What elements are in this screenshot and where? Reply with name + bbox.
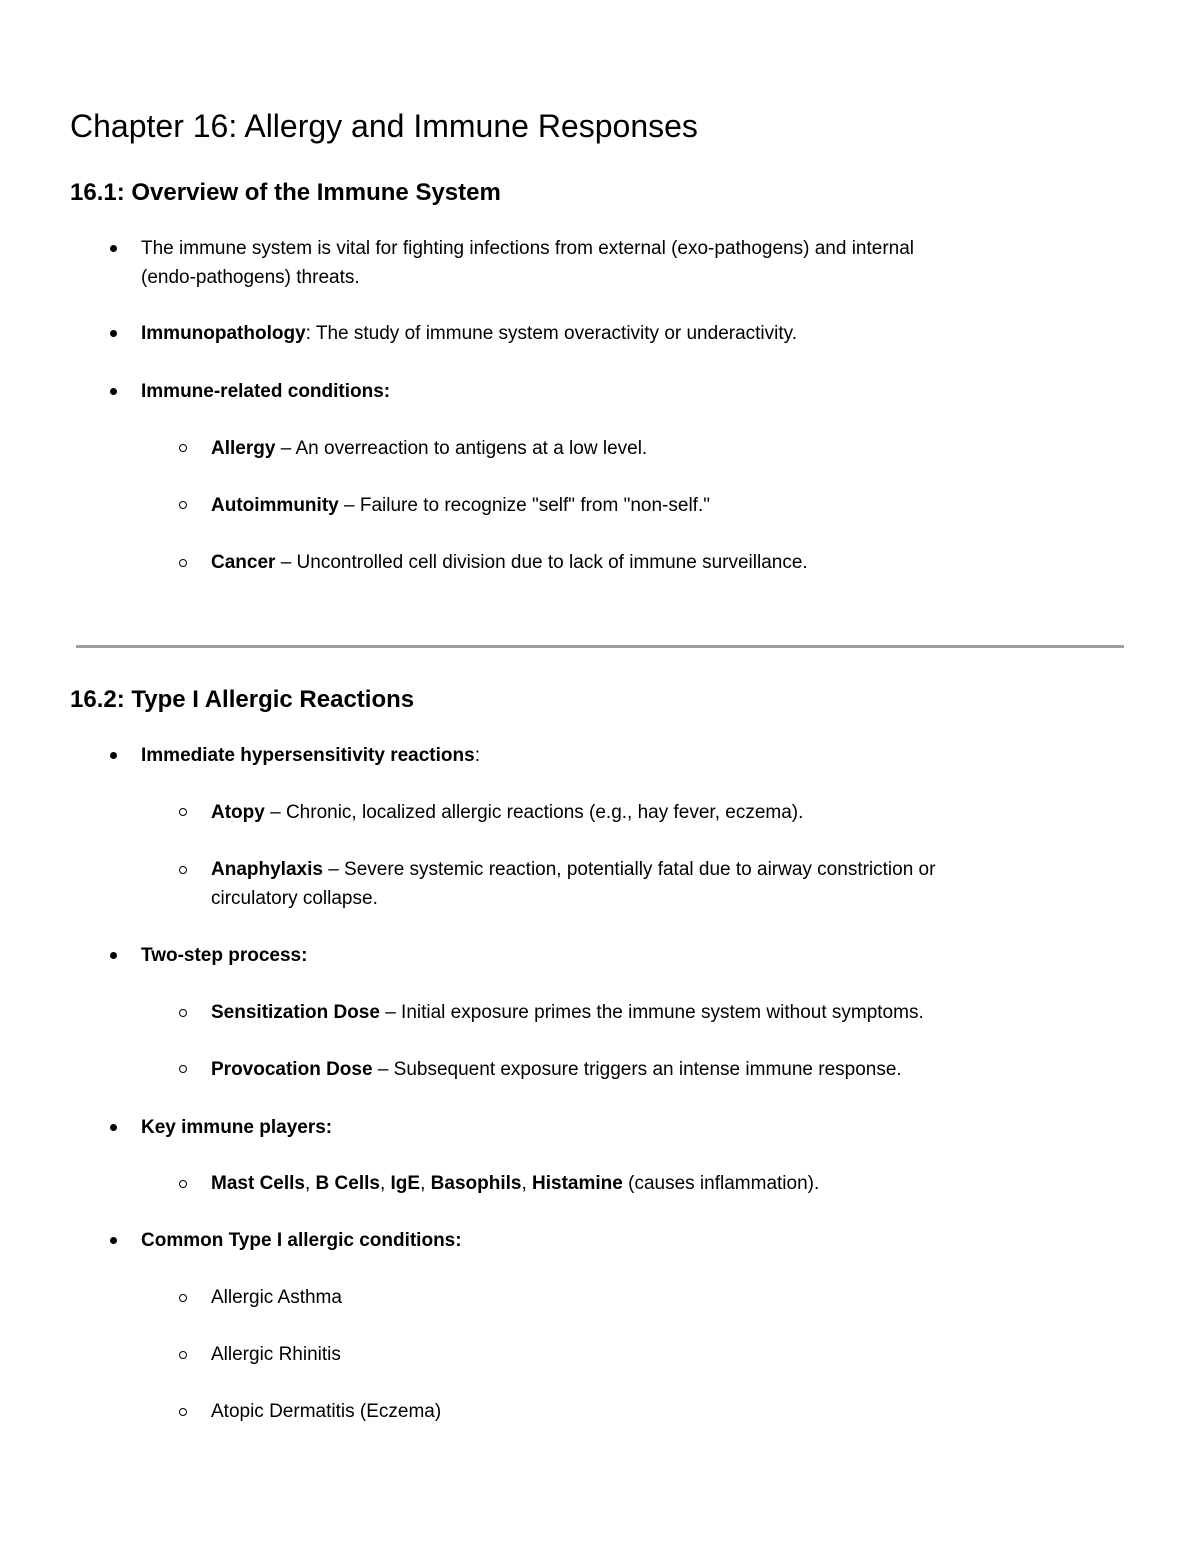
sub-list-item xyxy=(211,1055,902,1084)
separator: , xyxy=(379,1173,391,1194)
bullet-disc-icon xyxy=(110,245,117,252)
bullet-circle-icon xyxy=(179,1009,187,1017)
definition-text: – Severe systemic reaction, potentially fatal due to airway constriction or xyxy=(322,859,936,880)
term-allergy: Allergy xyxy=(211,438,276,459)
list-item xyxy=(141,741,480,770)
separator: , xyxy=(304,1173,316,1194)
bullet-circle-icon xyxy=(179,501,187,509)
bullet-circle-icon xyxy=(179,1065,187,1073)
sub-list-item-text-continued: circulatory collapse. xyxy=(211,888,378,909)
section-heading-16-1: 16.1: Overview of the Immune System xyxy=(70,179,501,206)
sub-list-item: Allergic Rhinitis xyxy=(211,1344,341,1365)
bullet-circle-icon xyxy=(179,444,187,452)
bullet-disc-icon xyxy=(110,752,117,759)
term-common-type-i-conditions: Common Type I allergic conditions: xyxy=(141,1230,462,1251)
definition-text: – Uncontrolled cell division due to lack of immune surveillance. xyxy=(275,552,808,573)
bullet-disc-icon xyxy=(110,330,117,337)
section-heading-16-2: 16.2: Type I Allergic Reactions xyxy=(70,686,415,713)
sub-list-item xyxy=(211,855,935,884)
list-item xyxy=(141,941,307,970)
term-histamine: Histamine xyxy=(532,1173,623,1194)
definition-text: – An overreaction to antigens at a low level. xyxy=(275,438,648,459)
separator: , xyxy=(420,1173,431,1194)
sub-list-item xyxy=(211,548,808,577)
list-item xyxy=(141,1226,462,1255)
sub-list-item xyxy=(211,998,924,1027)
separator: , xyxy=(521,1173,533,1194)
bullet-disc-icon xyxy=(110,388,117,395)
bullet-disc-icon xyxy=(110,1237,117,1244)
definition-text: – Failure to recognize "self" from "non-self." xyxy=(338,495,710,516)
sub-list-item xyxy=(211,491,710,520)
sub-list-item: Atopic Dermatitis (Eczema) xyxy=(211,1401,442,1422)
bullet-circle-icon xyxy=(179,1408,187,1416)
definition-text: – Initial exposure primes the immune system without symptoms. xyxy=(379,1002,924,1023)
list-item xyxy=(141,319,797,348)
definition-text: – Subsequent exposure triggers an intense immune response. xyxy=(372,1059,902,1080)
term-immediate-hypersensitivity: Immediate hypersensitivity reactions xyxy=(141,745,475,766)
term-atopy: Atopy xyxy=(211,802,265,823)
term-key-immune-players: Key immune players: xyxy=(141,1117,333,1138)
bullet-disc-icon xyxy=(110,952,117,959)
definition-text: (causes inflammation). xyxy=(622,1173,820,1194)
list-item-text-continued: (endo-pathogens) threats. xyxy=(141,267,360,288)
term-basophils: Basophils xyxy=(430,1173,522,1194)
sub-list-item xyxy=(211,434,647,463)
horizontal-divider xyxy=(76,645,1124,648)
bullet-circle-icon xyxy=(179,866,187,874)
sub-list-item: Allergic Asthma xyxy=(211,1287,342,1308)
page-title: Chapter 16: Allergy and Immune Responses xyxy=(70,108,698,144)
punctuation: : xyxy=(474,745,480,766)
sub-list-item xyxy=(211,798,803,827)
bullet-circle-icon xyxy=(179,1180,187,1188)
term-sensitization-dose: Sensitization Dose xyxy=(211,1002,380,1023)
list-item xyxy=(141,1113,332,1142)
term-mast-cells: Mast Cells xyxy=(211,1173,305,1194)
term-cancer: Cancer xyxy=(211,552,276,573)
bullet-disc-icon xyxy=(110,1124,117,1131)
term-provocation-dose: Provocation Dose xyxy=(211,1059,373,1080)
term-immune-related-conditions: Immune-related conditions: xyxy=(141,381,391,402)
term-two-step-process: Two-step process: xyxy=(141,945,308,966)
bullet-circle-icon xyxy=(179,559,187,567)
list-item xyxy=(141,377,390,406)
term-autoimmunity: Autoimmunity xyxy=(211,495,339,516)
bullet-circle-icon xyxy=(179,1351,187,1359)
definition-text: : The study of immune system overactivity or underactivity. xyxy=(305,323,798,344)
term-immunopathology: Immunopathology xyxy=(141,323,306,344)
bullet-circle-icon xyxy=(179,808,187,816)
term-b-cells: B Cells xyxy=(315,1173,380,1194)
term-ige: IgE xyxy=(390,1173,421,1194)
list-item-text: The immune system is vital for fighting infections from external (exo-pathogens) and internal xyxy=(141,238,915,259)
term-anaphylaxis: Anaphylaxis xyxy=(211,859,323,880)
sub-list-item xyxy=(211,1169,819,1198)
bullet-circle-icon xyxy=(179,1294,187,1302)
definition-text: – Chronic, localized allergic reactions (e.g., hay fever, eczema). xyxy=(264,802,804,823)
